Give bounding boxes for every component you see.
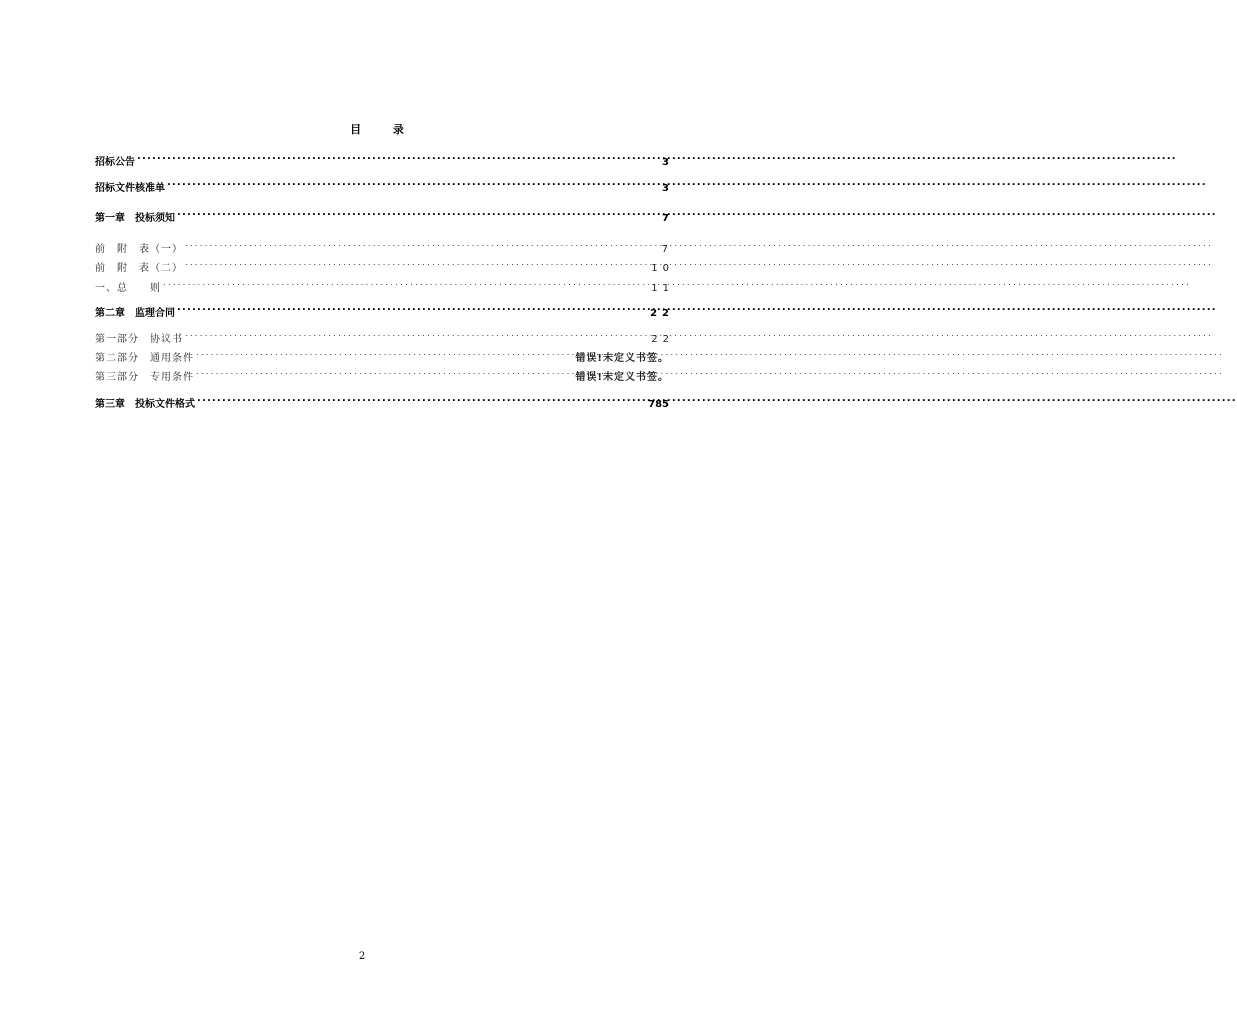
toc-dot-leader bbox=[185, 236, 660, 252]
toc-entry-page: 7 bbox=[662, 213, 669, 224]
toc-entry-page: 10 bbox=[651, 263, 674, 274]
toc-entry-front-table-2[interactable] bbox=[95, 255, 674, 274]
toc-dot-leader bbox=[163, 275, 649, 291]
toc-dot-leader bbox=[197, 391, 646, 407]
toc-entry-label: 招标文件核准单 bbox=[95, 183, 165, 194]
toc-entry-chapter-1[interactable] bbox=[95, 205, 669, 224]
toc-entry-approval-form[interactable] bbox=[95, 175, 669, 194]
toc-entry-special-conditions[interactable] bbox=[95, 364, 669, 383]
toc-entry-bid-announcement[interactable] bbox=[95, 149, 669, 168]
toc-entry-label: 第三章 投标文件格式 bbox=[95, 399, 195, 410]
toc-dot-leader bbox=[177, 300, 648, 316]
toc-entry-chapter-3[interactable] bbox=[95, 391, 669, 410]
toc-entry-page: 3 bbox=[662, 183, 669, 194]
toc-entry-label: 第一章 投标须知 bbox=[95, 213, 175, 224]
toc-entry-page: 7 bbox=[661, 244, 669, 255]
toc-entry-label: 一、总 则 bbox=[95, 283, 161, 294]
toc-entry-page: 错误!未定义书签。 bbox=[575, 353, 669, 364]
toc-entry-page: 11 bbox=[651, 283, 674, 294]
toc-entry-agreement[interactable] bbox=[95, 326, 674, 345]
toc-entry-page: 22 bbox=[651, 334, 674, 345]
page-number: 2 bbox=[358, 951, 366, 962]
toc-entry-label: 招标公告 bbox=[95, 157, 135, 168]
toc-entry-label: 前 附 表（一） bbox=[95, 244, 183, 255]
toc-entry-page: 3 bbox=[662, 157, 669, 168]
toc-dot-leader bbox=[185, 326, 649, 342]
toc-dot-leader bbox=[167, 175, 660, 191]
toc-dot-leader bbox=[185, 255, 649, 271]
toc-entry-label: 第二部分 通用条件 bbox=[95, 353, 194, 364]
toc-entry-front-table-1[interactable] bbox=[95, 236, 669, 255]
toc-entry-label: 第一部分 协议书 bbox=[95, 334, 183, 345]
toc-dot-leader bbox=[196, 364, 573, 380]
toc-entry-chapter-2[interactable] bbox=[95, 300, 674, 319]
toc-dot-leader bbox=[137, 149, 660, 165]
toc-entry-label: 第三部分 专用条件 bbox=[95, 372, 194, 383]
toc-dot-leader bbox=[196, 345, 573, 361]
toc-entry-general-provisions[interactable] bbox=[95, 275, 674, 294]
toc-entry-label: 第二章 监理合同 bbox=[95, 308, 175, 319]
toc-entry-general-conditions[interactable] bbox=[95, 345, 669, 364]
toc-title: 目 录 bbox=[350, 123, 418, 136]
toc-entry-page: 错误!未定义书签。 bbox=[575, 372, 669, 383]
toc-entry-page: 22 bbox=[650, 308, 674, 319]
toc-entry-label: 前 附 表（二） bbox=[95, 263, 183, 274]
toc-dot-leader bbox=[177, 205, 660, 221]
toc-entry-page: 785 bbox=[648, 399, 669, 410]
